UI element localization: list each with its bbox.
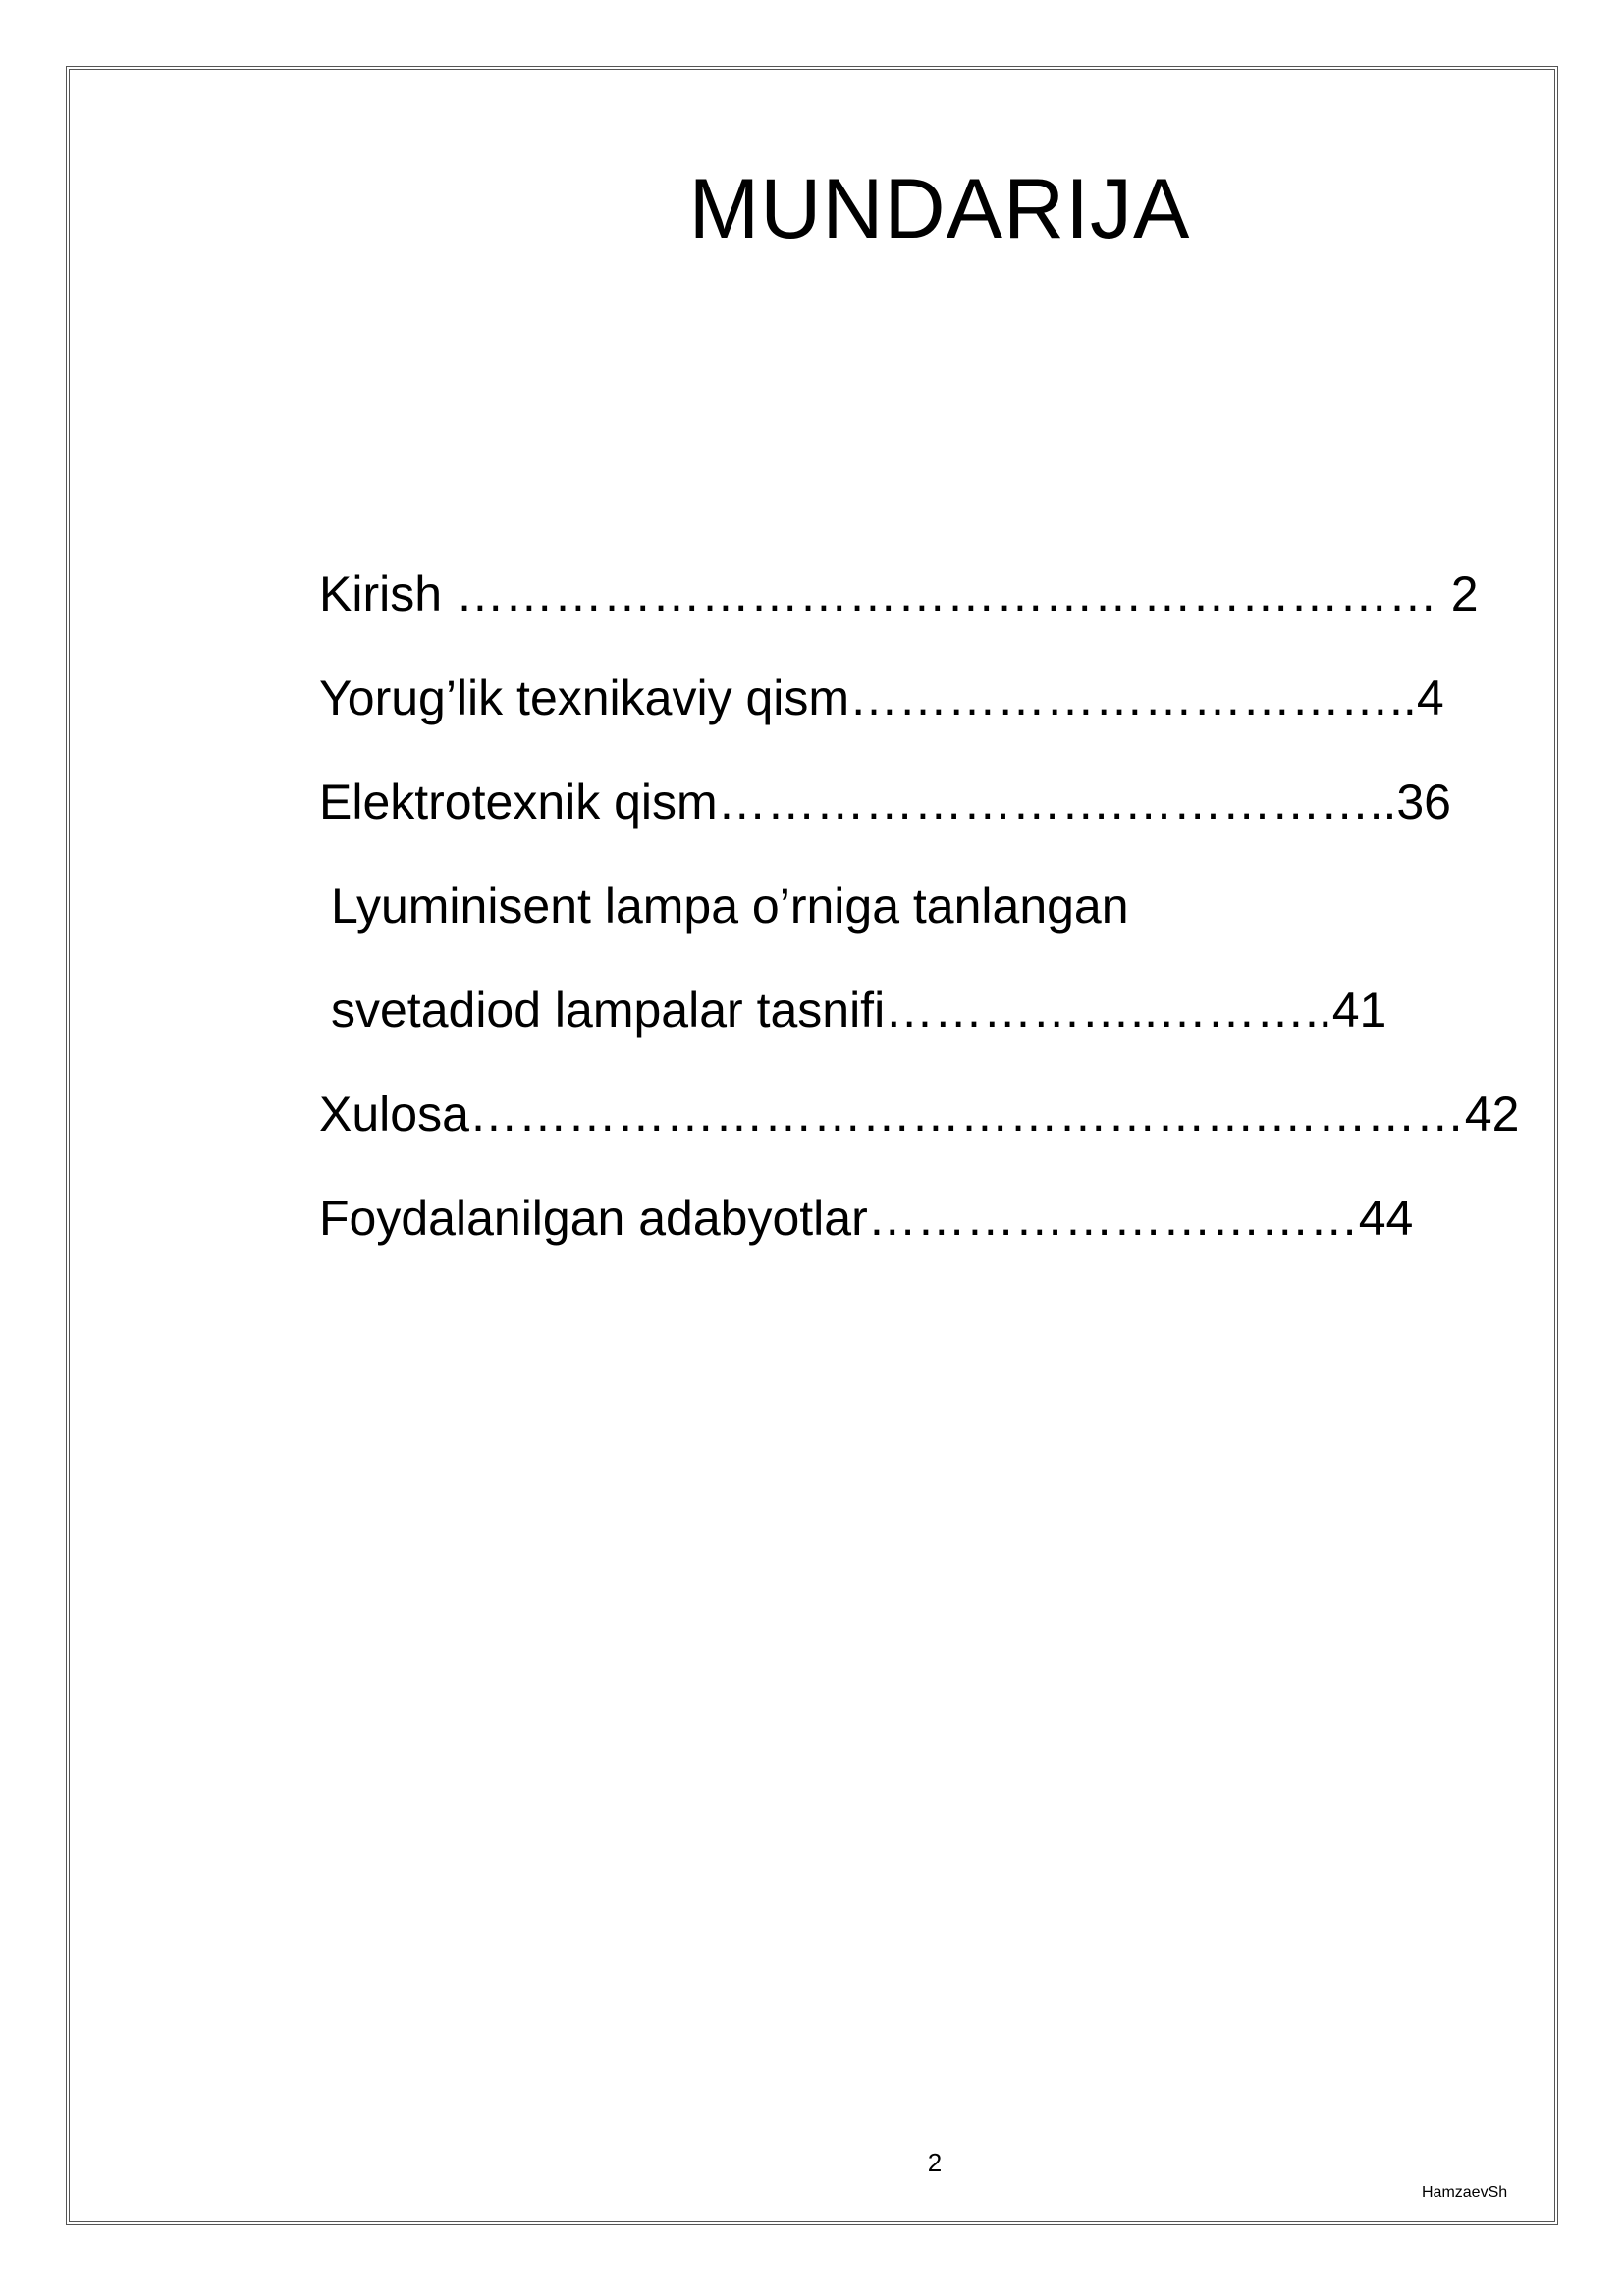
toc-entry-xulosa: Xulosa………………………………………….…………42 <box>319 1087 1520 1142</box>
toc-entry-lyuminisent-line1: Lyuminisent lampa o’rniga tanlangan <box>331 879 1129 934</box>
toc-entry-elektrotexnik: Elektrotexnik qism…………………….……………..36 <box>319 774 1451 829</box>
author-footer: HamzaevSh <box>1422 2184 1508 2201</box>
toc-entry-adabiyotlar: Foydalanilgan adabyotlar…………………………44 <box>319 1191 1414 1246</box>
toc-entry-yoruglik: Yorug’lik texnikaviy qism……………………………..4 <box>319 670 1444 725</box>
toc-entry-lyuminisent-line2: svetadiod lampalar tasnifi……………..………..41 <box>331 983 1387 1038</box>
page-number: 2 <box>927 2148 943 2177</box>
page-title: MUNDARIJA <box>688 162 1191 256</box>
table-of-contents <box>319 542 1520 1270</box>
toc-entry-kirish: Kirish …………………………………………………… 2 <box>319 566 1479 621</box>
